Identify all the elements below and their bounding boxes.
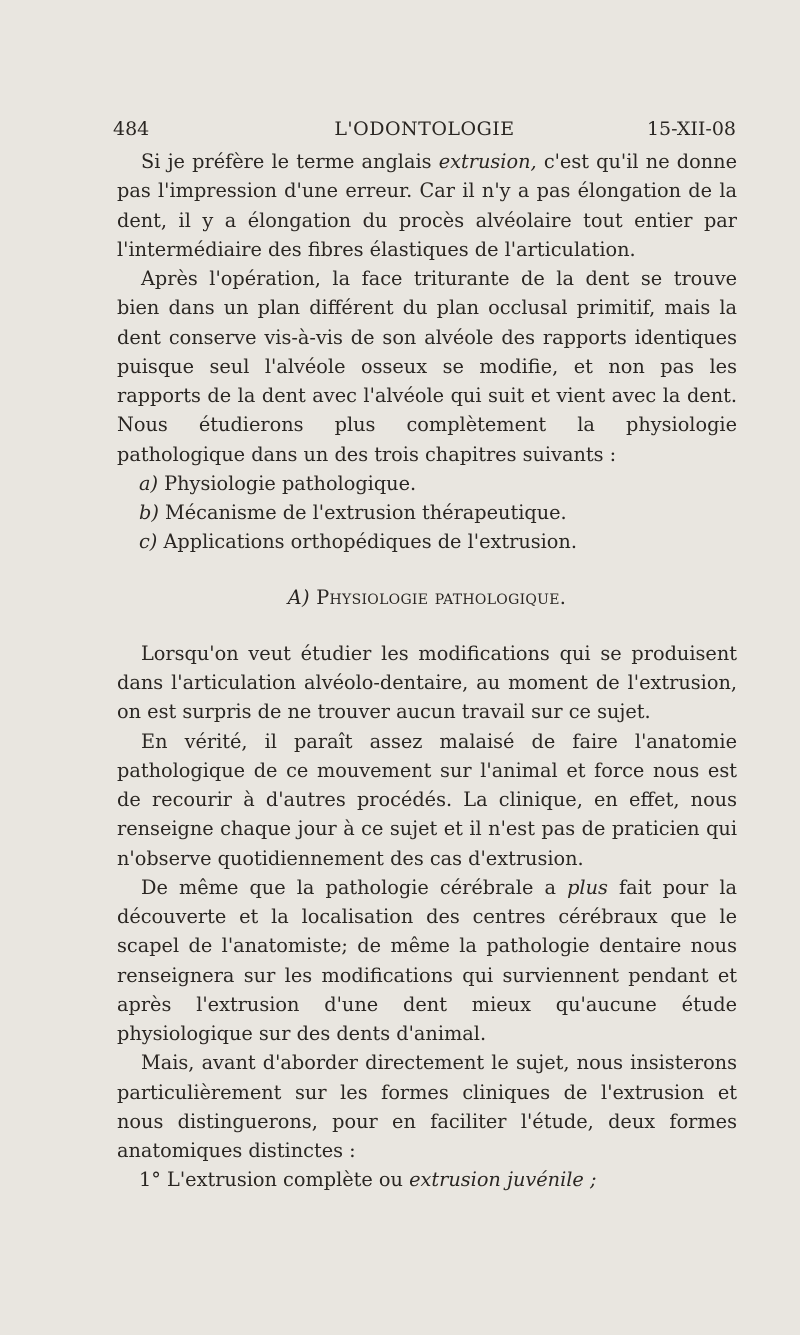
section-heading: A) Physiologie pathologique. — [287, 585, 567, 609]
running-header — [113, 114, 736, 144]
paragraph-2: Après l'opération, la face triturante de la dent se trouve bien dans un plan différent du plan occlusal primitif, mais la dent conserve vis-à-vis de son alvéole des rapports identiques puisque seul l'alvéole osseux se modifie, et non pas les rapports de la dent avec l'alvéole qui suit et vient avec la dent. Nous étudierons plus complètement la physiologie pathologique dans un des trois chapitres suivants : — [117, 267, 737, 466]
list-item-c: c) Applications orthopédiques de l'extrusion. — [139, 530, 577, 554]
paragraph-3: Lorsqu'on veut étudier les modifications qui se produisent dans l'articulation alvéolo-dentaire, au moment de l'extrusion, on est surpris de ne trouver aucun travail sur ce sujet. — [117, 641, 737, 724]
journal-title: L'ODONTOLOGIE — [334, 118, 515, 140]
paragraph-4: En vérité, il paraît assez malaisé de faire l'anatomie pathologique de ce mouvement sur l'animal et force nous est de recourir à d'autres procédés. La clinique, en effet, nous renseigne chaque jour à ce sujet et il n'est pas de praticien qui n'observe quotidiennement des cas d'extrusion. — [117, 729, 737, 870]
paragraph-1: Si je préfère le terme anglais extrusion, c'est qu'il ne donne pas l'impression d'une erreur. Car il n'y a pas élongation de la dent, il y a élongation du procès alvéolaire tout entier par l'intermédiaire des fibres élastiques de l'articulation. — [117, 150, 737, 261]
paragraph-6: Mais, avant d'aborder directement le sujet, nous insisterons particulièrement sur les formes cliniques de l'extrusion et nous distinguerons, pour en faciliter l'étude, deux formes anatomiques distinctes : — [117, 1051, 737, 1162]
body-text — [117, 147, 737, 1195]
list-item-a: a) Physiologie pathologique. — [139, 471, 417, 495]
issue-date: 15-XII-08 — [646, 118, 736, 140]
paragraph-5: De même que la pathologie cérébrale a plus fait pour la découverte et la localisation des centres cérébraux que le scapel de l'anatomiste; de même la pathologie dentaire nous renseignera sur les modifications qui surviennent pendant et après l'extrusion d'une dent mieux qu'aucune étude physiologique sur des dents d'animal. — [117, 875, 738, 1045]
numbered-item-1: 1° L'extrusion complète ou extrusion juvénile ; — [139, 1168, 597, 1192]
list-item-b: b) Mécanisme de l'extrusion thérapeutique. — [139, 501, 567, 524]
page-number: 484 — [113, 118, 150, 140]
